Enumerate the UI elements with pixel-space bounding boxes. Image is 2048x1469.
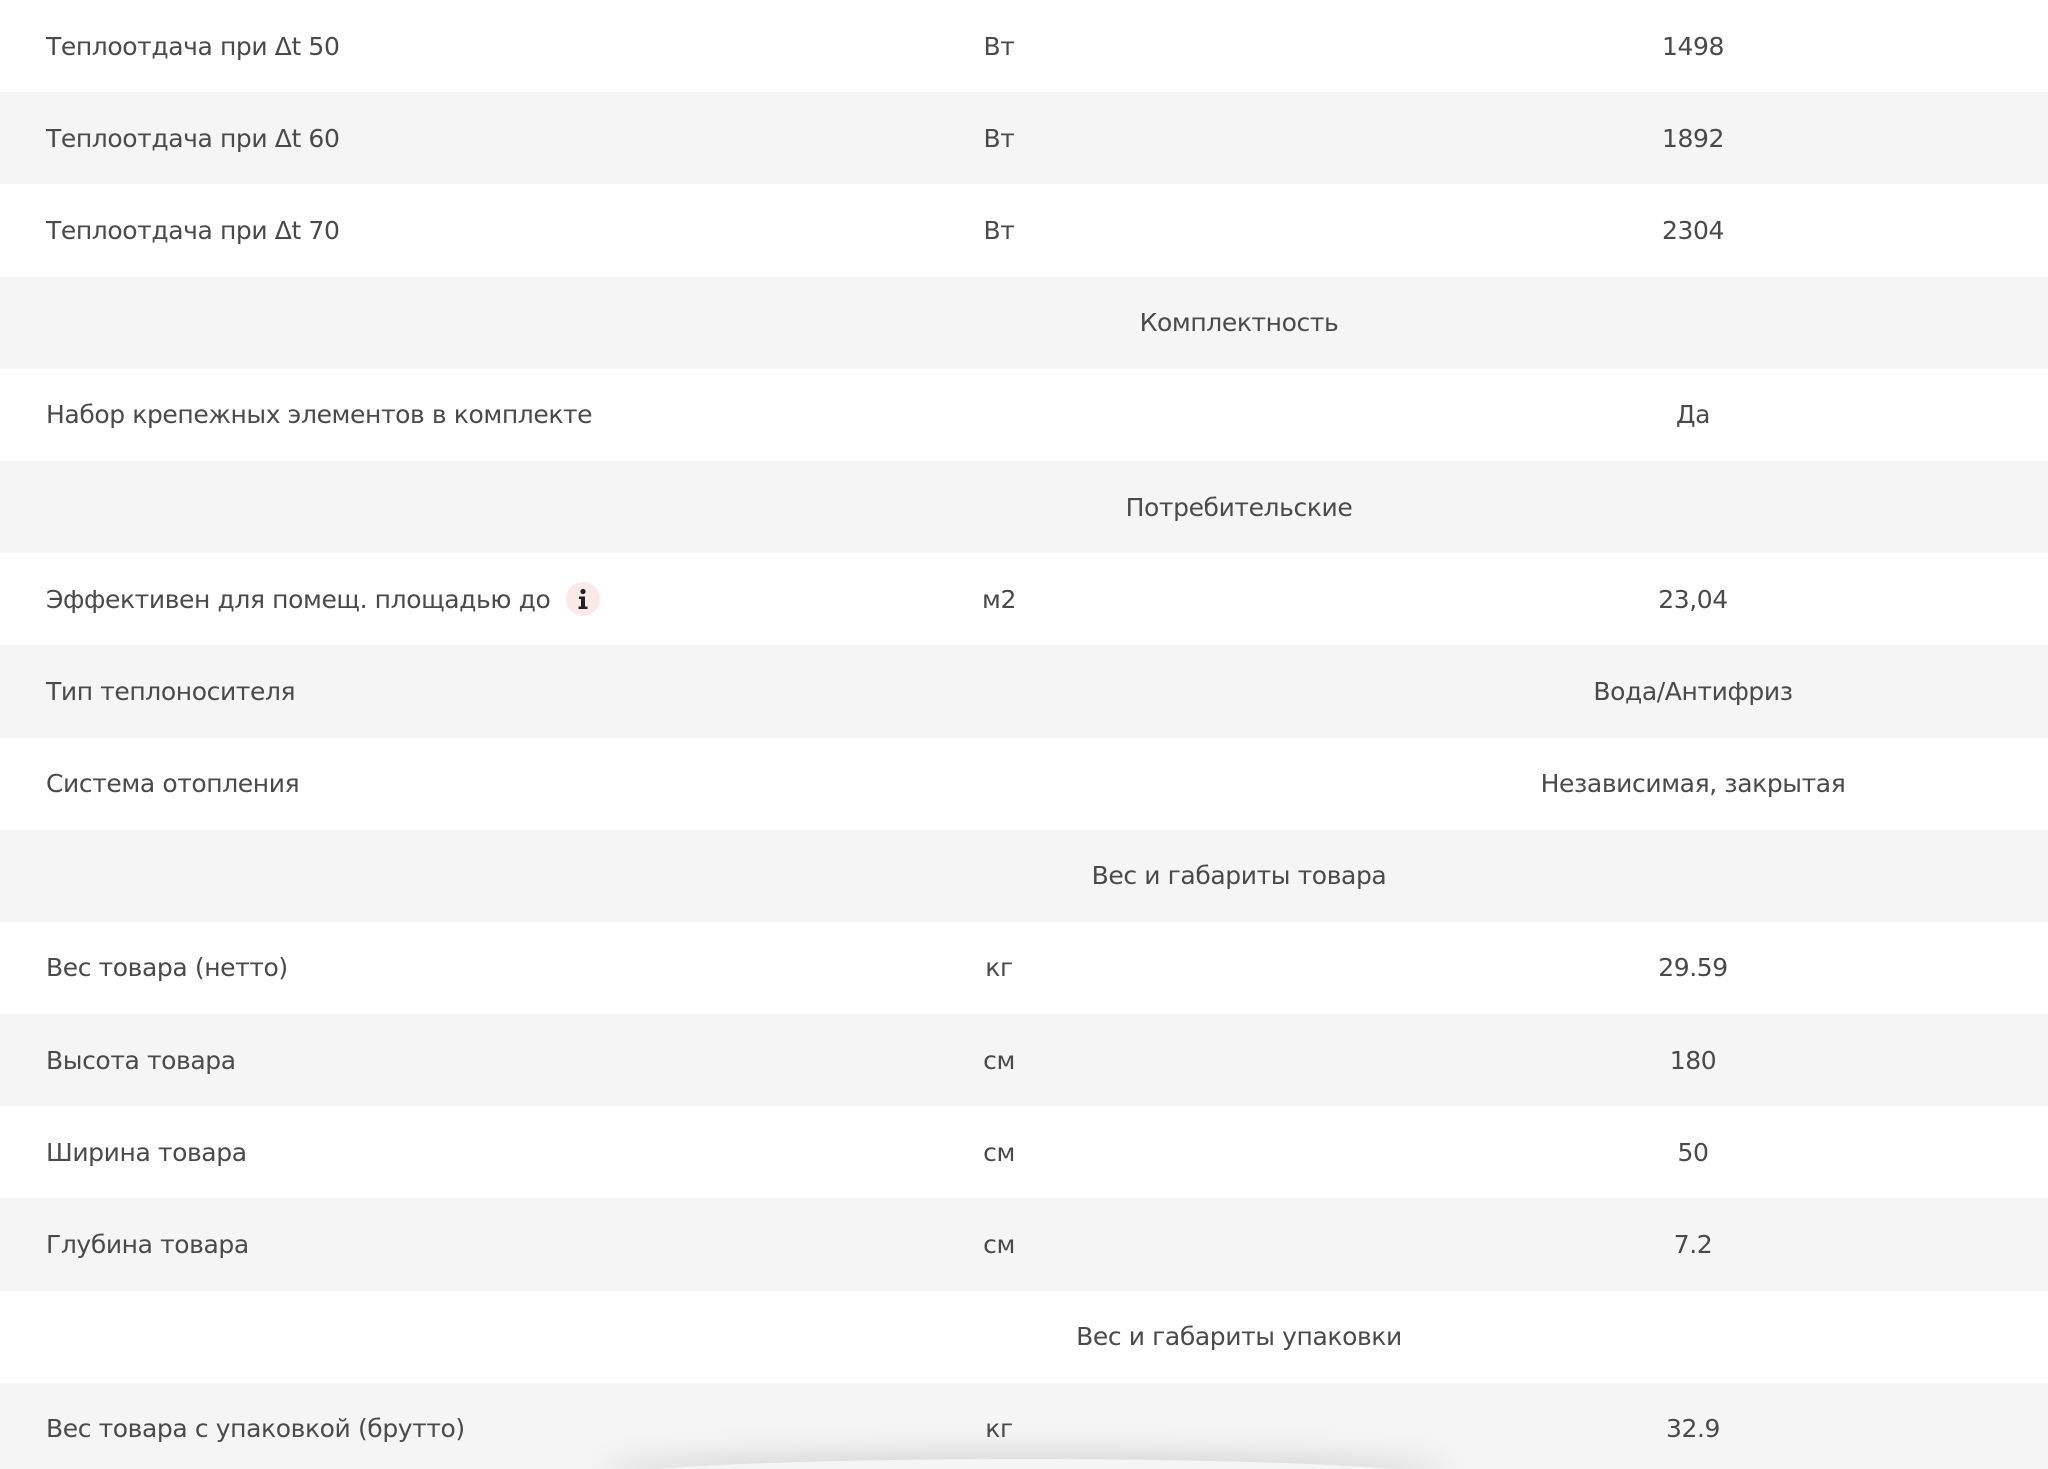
spec-value: 7.2 (1673, 1230, 1713, 1260)
spec-row (0, 1014, 2048, 1106)
spec-value: 29.59 (1658, 953, 1728, 983)
spec-name: Эффективен для помещ. площадью до (46, 584, 551, 614)
spec-name: Высота товара (46, 1045, 236, 1075)
spec-row (0, 1383, 2048, 1469)
spec-unit: кг (985, 1414, 1013, 1444)
spec-row (0, 553, 2048, 645)
spec-name: Ширина товара (46, 1137, 247, 1167)
section-title (0, 1322, 2048, 1351)
spec-row (0, 369, 2048, 461)
spec-name: Теплоотдача при Δt 60 (46, 123, 340, 153)
spec-value: 32.9 (1665, 1414, 1721, 1444)
spec-value: 23,04 (1658, 584, 1728, 614)
section-header-row (0, 830, 2048, 922)
section-title (0, 308, 2048, 337)
spec-name: Вес товара с упаковкой (брутто) (46, 1414, 465, 1444)
spec-name-cell (0, 400, 1000, 429)
info-icon[interactable] (566, 582, 600, 616)
spec-unit: Вт (983, 215, 1015, 245)
section-header-row (0, 1291, 2048, 1383)
spec-row (0, 1198, 2048, 1290)
spec-row (0, 645, 2048, 737)
section-title-text: Комплектность (1139, 308, 1339, 338)
spec-value: Да (1675, 400, 1711, 430)
section-title-text: Вес и габариты упаковки (1076, 1322, 1402, 1352)
spec-row (0, 0, 2048, 92)
section-header-row (0, 461, 2048, 553)
spec-unit: кг (985, 953, 1013, 983)
spec-name: Набор крепежных элементов в комплекте (46, 400, 593, 430)
section-header-row (0, 277, 2048, 369)
section-title-text: Потребительские (1125, 492, 1353, 522)
spec-value: Независимая, закрытая (1540, 769, 1846, 799)
spec-row (0, 1106, 2048, 1198)
spec-unit: см (983, 1045, 1015, 1075)
spec-value: 180 (1669, 1045, 1717, 1075)
spec-row (0, 922, 2048, 1014)
spec-value: 50 (1677, 1137, 1709, 1167)
spec-name: Теплоотдача при Δt 70 (46, 215, 340, 245)
spec-name-cell (0, 677, 1000, 706)
spec-row (0, 92, 2048, 184)
spec-unit: м2 (982, 584, 1016, 614)
spec-unit: Вт (983, 31, 1015, 61)
spec-name: Вес товара (нетто) (46, 953, 288, 983)
spec-row (0, 738, 2048, 830)
section-title (0, 493, 2048, 522)
spec-value: 1498 (1661, 31, 1725, 61)
spec-name: Теплоотдача при Δt 50 (46, 31, 340, 61)
spec-unit: см (983, 1137, 1015, 1167)
spec-value: 2304 (1661, 215, 1725, 245)
spec-row (0, 184, 2048, 276)
spec-unit: Вт (983, 123, 1015, 153)
spec-value: Вода/Антифриз (1593, 676, 1793, 706)
spec-name-cell (0, 769, 1000, 798)
spec-name: Система отопления (46, 769, 300, 799)
spec-value: 1892 (1661, 123, 1725, 153)
section-title (0, 861, 2048, 890)
spec-name: Тип теплоносителя (46, 676, 296, 706)
spec-unit: см (983, 1230, 1015, 1260)
spec-name: Глубина товара (46, 1230, 249, 1260)
section-title-text: Вес и габариты товара (1091, 861, 1387, 891)
